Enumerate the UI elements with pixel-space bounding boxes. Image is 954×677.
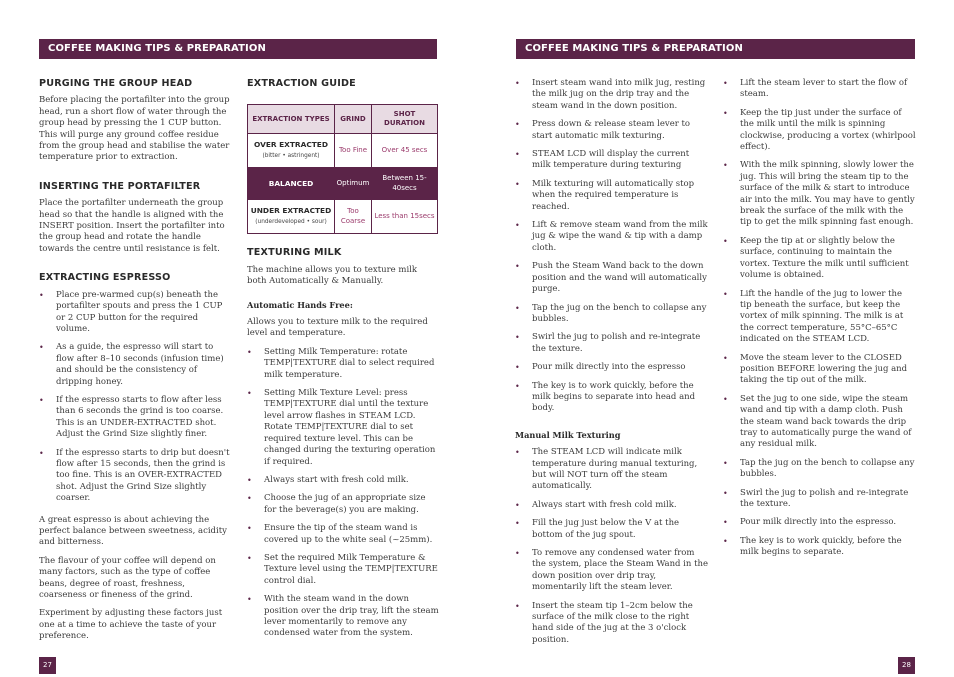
list-item: • Tap the jug on the bench to collapse any bubbles. <box>723 458 916 481</box>
list-item: • Move the steam lever to the CLOSED position BEFORE lowering the jug and taking the tip out of the milk. <box>723 353 916 387</box>
list-item: • Push the Steam Wand back to the down position and the wand will automatically purge. <box>515 261 708 295</box>
right-column-2 <box>723 78 916 566</box>
row-note: (bitter • astringent) <box>262 152 320 159</box>
list-item: • With the milk spinning, slowly lower the jug. This will bring the steam tip to the surface of the milk & start to introduce air into the milk. You may have to gently break the surface of the milk with the tip to get the milk spinning fast enough. <box>723 160 916 228</box>
purging-text: Before placing the portafilter into the group head, run a short flow of water through the group head by pressing the 1 CUP button. This will purge any ground coffee residue from the group head and stabilise the water temperature prior to extraction. <box>39 95 230 163</box>
inserting-text: Place the portafilter underneath the group head so that the handle is aligned with the INSERT position. Insert the portafilter into the group head and rotate the handle towards the centre until resistance is felt. <box>39 198 225 254</box>
row-type: UNDER EXTRACTED <box>250 206 332 216</box>
row-duration: Less than 15secs <box>372 200 438 234</box>
table-header-row <box>248 105 438 134</box>
list-item: • Always start with fresh cold milk. <box>247 475 439 486</box>
table-row <box>248 168 438 200</box>
manual-heading: Manual Milk Texturing <box>515 429 621 440</box>
inserting-heading: INSERTING THE PORTAFILTER <box>39 180 201 192</box>
list-item: • Keep the tip at or slightly below the surface, continuing to maintain the vortex. Texture the milk until sufficient volume is obtained. <box>723 236 916 282</box>
col-header-types: EXTRACTION TYPES <box>248 105 335 134</box>
guide-heading: EXTRACTION GUIDE <box>247 78 356 89</box>
row-duration: Over 45 secs <box>372 134 438 168</box>
table-row <box>248 200 438 234</box>
col-header-duration: SHOT DURATION <box>372 105 438 134</box>
row-grind: Too Coarse <box>335 200 372 234</box>
row-label <box>248 134 335 168</box>
list-item: • The key is to work quickly, before the milk begins to separate. <box>723 536 916 559</box>
list-item: • To remove any condensed water from the system, place the Steam Wand in the down position over drip tray, momentarily lift the steam lever. <box>515 548 708 594</box>
list-item: • Ensure the tip of the steam wand is covered up to the white seal (~25mm). <box>247 523 439 546</box>
list-item: • Tap the jug on the bench to collapse any bubbles. <box>515 303 708 326</box>
list-item: • Keep the tip just under the surface of the milk until the milk is spinning clockwise, producing a vortex (whirlpool effect). <box>723 108 916 154</box>
row-label <box>248 168 335 200</box>
texturing-heading: TEXTURING MILK <box>247 247 342 259</box>
extracting-heading: EXTRACTING ESPRESSO <box>39 272 171 284</box>
list-item: • Pour milk directly into the espresso <box>515 362 708 373</box>
list-item: • Fill the jug just below the V at the bottom of the jug spout. <box>515 518 708 541</box>
extracting-para-2: The flavour of your coffee will depend on many factors, such as the type of coffee beans, degree of roast, freshness, coarseness or fineness of the grind. <box>39 555 216 601</box>
manual-steps-continued-list <box>723 78 916 559</box>
auto-heading: Automatic Hands Free: <box>247 299 353 310</box>
list-item: • Press down & release steam lever to start automatic milk texturing. <box>515 119 708 142</box>
list-item: • If the espresso starts to flow after less than 6 seconds the grind is too coarse. This is an UNDER-EXTRACTED shot. Adjust the Grind Size slightly finer. <box>39 395 233 441</box>
list-item: • The key is to work quickly, before the milk begins to separate into head and body. <box>515 381 708 415</box>
list-item: • Always start with fresh cold milk. <box>515 500 708 511</box>
left-column-2 <box>247 78 439 647</box>
texturing-intro: The machine allows you to texture milk both Automatically & Manually. <box>247 264 418 287</box>
list-item: • Lift the handle of the jug to lower the tip beneath the surface, but keep the vortex of milk spinning. The milk is at the correct temperature, 55°C–65°C indicated on the STEAM LCD. <box>723 289 916 346</box>
right-page-number: 28 <box>898 657 915 674</box>
list-item: • STEAM LCD will display the current milk temperature during texturing <box>515 149 708 172</box>
left-page-number: 27 <box>39 657 56 674</box>
extracting-para-1: A great espresso is about achieving the perfect balance between sweetness, acidity and bitterness. <box>39 514 227 548</box>
list-item: • Milk texturing will automatically stop when the required temperature is reached. <box>515 179 708 213</box>
row-duration: Between 15-40secs <box>372 168 438 200</box>
extraction-guide-table <box>247 104 438 234</box>
list-item: • Setting Milk Texture Level: press TEMP|TEXTURE dial until the texture level arrow flashes in STEAM LCD. Rotate TEMP|TEXTURE dial to set required texture level. This can be changed during the texturing operation if required. <box>247 388 439 468</box>
row-type: OVER EXTRACTED <box>254 140 328 150</box>
list-item: • With the steam wand in the down position over the drip tray, lift the steam lever momentarily to remove any condensed water from the system. <box>247 594 439 640</box>
purging-heading: PURGING THE GROUP HEAD <box>39 78 193 89</box>
left-page-banner: COFFEE MAKING TIPS & PREPARATION <box>39 39 437 59</box>
extracting-para-3: Experiment by adjusting these factors just one at a time to achieve the taste of your preference. <box>39 608 223 642</box>
texturing-list <box>247 347 439 640</box>
auto-intro: Allows you to texture milk to the required level and temperature. <box>247 317 428 339</box>
list-item: • Insert steam wand into milk jug, resting the milk jug on the drip tray and the steam wand in the down position. <box>515 78 708 112</box>
list-item: • Lift the steam lever to start the flow of steam. <box>723 78 916 101</box>
right-page-banner: COFFEE MAKING TIPS & PREPARATION <box>516 39 915 59</box>
list-item: • Pour milk directly into the espresso. <box>723 517 916 528</box>
list-item: • Swirl the jug to polish and re-integrate the texture. <box>723 488 916 511</box>
list-item: • As a guide, the espresso will start to flow after 8–10 seconds (infusion time) and should be the consistency of dripping honey. <box>39 342 233 388</box>
row-grind: Too Fine <box>335 134 372 168</box>
left-column-1 <box>39 78 233 650</box>
col-header-grind: GRIND <box>335 105 372 134</box>
row-note: (underdeveloped • sour) <box>255 218 327 225</box>
list-item: • Swirl the jug to polish and re-integrate the texture. <box>515 332 708 355</box>
auto-steps-list <box>515 78 708 415</box>
right-column-1 <box>515 78 708 653</box>
list-item: • Set the required Milk Temperature & Texture level using the TEMP|TEXTURE control dial. <box>247 553 439 587</box>
row-grind: Optimum <box>335 168 372 200</box>
list-item: • Set the jug to one side, wipe the steam wand and tip with a damp cloth. Push the steam wand back towards the drip tray to automatically purge the wand of any residual milk. <box>723 394 916 451</box>
list-item: • Setting Milk Temperature: rotate TEMP|TEXTURE dial to select required milk temperature. <box>247 347 439 381</box>
list-item: • Insert the steam tip 1–2cm below the surface of the milk close to the right hand side of the jug at the 3 o'clock position. <box>515 601 708 647</box>
list-item: • Lift & remove steam wand from the milk jug & wipe the wand & tip with a damp cloth. <box>515 220 708 254</box>
list-item: • Place pre-warmed cup(s) beneath the portafilter spouts and press the 1 CUP or 2 CUP button for the required volume. <box>39 290 233 336</box>
list-item: • Choose the jug of an appropriate size for the beverage(s) you are making. <box>247 493 439 516</box>
list-item: • The STEAM LCD will indicate milk temperature during manual texturing, but will NOT turn off the steam automatically. <box>515 447 708 493</box>
list-item: • If the espresso starts to drip but doesn't flow after 15 seconds, then the grind is too fine. This is an OVER-EXTRACTED shot. Adjust the Grind Size slightly coarser. <box>39 448 233 505</box>
extracting-list <box>39 290 233 505</box>
table-row <box>248 134 438 168</box>
row-type: BALANCED <box>268 178 314 188</box>
manual-steps-list <box>515 447 708 646</box>
row-label <box>248 200 335 234</box>
